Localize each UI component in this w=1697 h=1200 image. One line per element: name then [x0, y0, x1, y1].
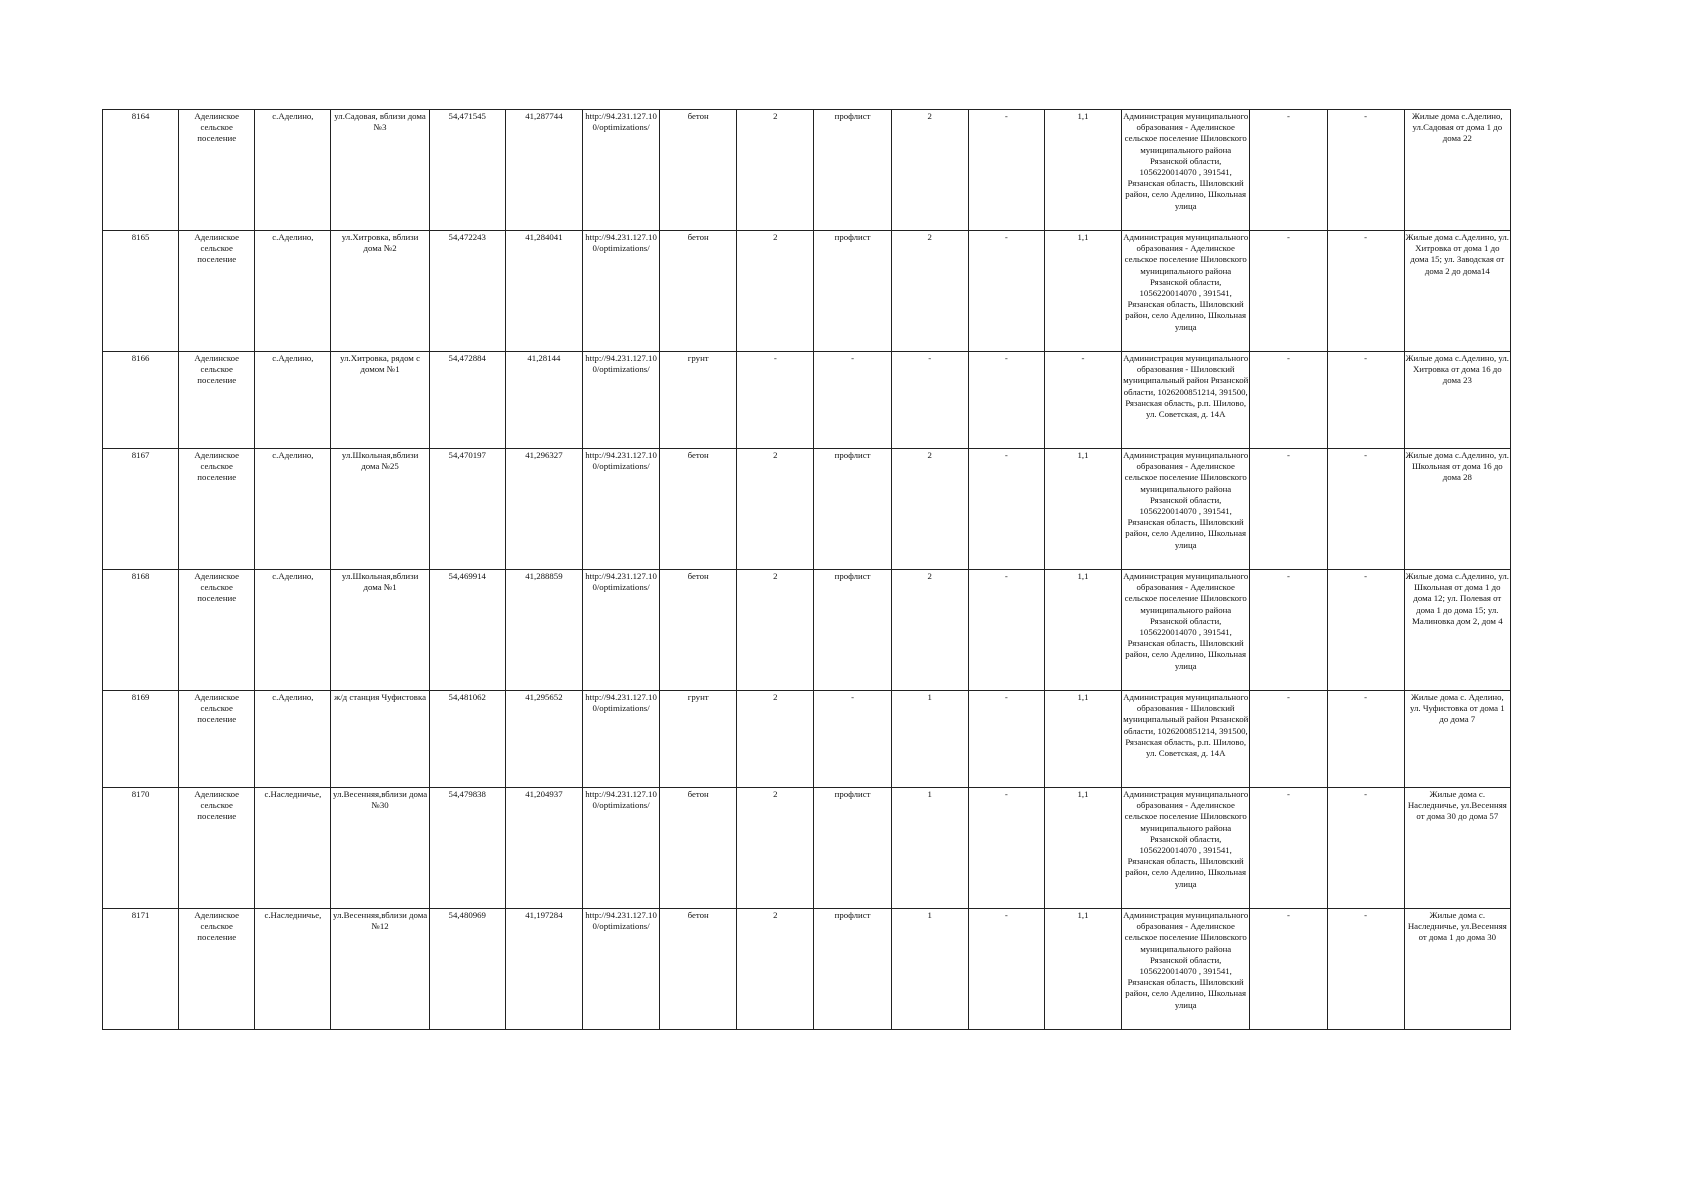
containers-cell: 1 [891, 691, 968, 788]
fence-cell: профлист [814, 570, 891, 691]
volume-cell: 1,1 [1044, 449, 1121, 570]
longitude-cell: 41,295652 [505, 691, 582, 788]
locality-cell: с.Аделино, [255, 352, 331, 449]
extra-cell-b: - [1327, 691, 1404, 788]
containers-cell: 1 [891, 909, 968, 1030]
planned-containers-cell: - [968, 110, 1044, 231]
map-link-cell[interactable]: http://94.231.127.10 0/optimizations/ [582, 909, 659, 1030]
served-buildings-cell: Жилые дома с.Аделино, ул. Школьная от дома 1 до дома 12; ул. Полевая от дома 1 до дома 15; ул. Малиновка дом 2, дом 4 [1404, 570, 1510, 691]
fence-cell: профлист [814, 231, 891, 352]
served-buildings-cell: Жилые дома с.Аделино, ул. Школьная от дома 16 до дома 28 [1404, 449, 1510, 570]
settlement-cell: Аделинское сельское поселение [179, 909, 255, 1030]
locality-cell: с.Аделино, [255, 110, 331, 231]
surface-cell: бетон [660, 909, 737, 1030]
address-cell: ул.Весенняя,вблизи дома №30 [331, 788, 429, 909]
longitude-cell: 41,296327 [505, 449, 582, 570]
table-row [103, 352, 1511, 449]
site-id-cell: 8166 [103, 352, 179, 449]
settlement-cell: Аделинское сельское поселение [179, 231, 255, 352]
map-link-cell[interactable]: http://94.231.127.10 0/optimizations/ [582, 110, 659, 231]
owner-cell: Администрация муниципального образования - Аделинское сельское поселение Шиловского муниципального района Рязанской области, 1056220014070 , 391541, Рязанская область, Шиловский район, село Аделино, Школьная улица [1122, 231, 1250, 352]
latitude-cell: 54,480969 [429, 909, 505, 1030]
volume-cell: 1,1 [1044, 570, 1121, 691]
extra-cell-b: - [1327, 352, 1404, 449]
containers-cell: - [891, 352, 968, 449]
settlement-cell: Аделинское сельское поселение [179, 449, 255, 570]
site-id-cell: 8164 [103, 110, 179, 231]
longitude-cell: 41,287744 [505, 110, 582, 231]
longitude-cell: 41,204937 [505, 788, 582, 909]
table-row [103, 449, 1511, 570]
fence-cell: профлист [814, 788, 891, 909]
waste-sites-table [102, 109, 1511, 1030]
address-cell: ул.Школьная,вблизи дома №1 [331, 570, 429, 691]
owner-cell: Администрация муниципального образования - Шиловский муниципальный район Рязанской области, 1026200851214, 391500, Рязанская область, р.п. Шилово, ул. Советская, д. 14А [1122, 691, 1250, 788]
fence-cell: - [814, 691, 891, 788]
locality-cell: с.Наследничье, [255, 788, 331, 909]
owner-cell: Администрация муниципального образования - Аделинское сельское поселение Шиловского муниципального района Рязанской области, 1056220014070 , 391541, Рязанская область, Шиловский район, село Аделино, Школьная улица [1122, 449, 1250, 570]
surface-cell: бетон [660, 570, 737, 691]
table-row [103, 110, 1511, 231]
containers-cell: 2 [891, 110, 968, 231]
owner-cell: Администрация муниципального образования - Аделинское сельское поселение Шиловского муниципального района Рязанской области, 1056220014070 , 391541, Рязанская область, Шиловский район, село Аделино, Школьная улица [1122, 788, 1250, 909]
site-id-cell: 8171 [103, 909, 179, 1030]
address-cell: ул.Хитровка, рядом с домом №1 [331, 352, 429, 449]
site-id-cell: 8170 [103, 788, 179, 909]
locality-cell: с.Аделино, [255, 570, 331, 691]
extra-cell-b: - [1327, 570, 1404, 691]
extra-cell-a: - [1250, 788, 1327, 909]
site-id-cell: 8167 [103, 449, 179, 570]
address-cell: ул.Хитровка, вблизи дома №2 [331, 231, 429, 352]
fence-cell: профлист [814, 909, 891, 1030]
surface-cell: грунт [660, 352, 737, 449]
planned-containers-cell: - [968, 691, 1044, 788]
extra-cell-b: - [1327, 231, 1404, 352]
served-buildings-cell: Жилые дома с. Аделино, ул. Чуфистовка от дома 1 до дома 7 [1404, 691, 1510, 788]
planned-containers-cell: - [968, 231, 1044, 352]
containers-cell: 1 [891, 788, 968, 909]
served-buildings-cell: Жилые дома с.Аделино, ул. Хитровка от дома 16 до дома 23 [1404, 352, 1510, 449]
surface-cell: бетон [660, 231, 737, 352]
latitude-cell: 54,472884 [429, 352, 505, 449]
latitude-cell: 54,481062 [429, 691, 505, 788]
extra-cell-a: - [1250, 352, 1327, 449]
volume-cell: 1,1 [1044, 909, 1121, 1030]
planned-containers-cell: - [968, 352, 1044, 449]
fence-cell: профлист [814, 110, 891, 231]
table-row [103, 788, 1511, 909]
extra-cell-b: - [1327, 449, 1404, 570]
served-buildings-cell: Жилые дома с. Наследничье, ул.Весенняя от дома 1 до дома 30 [1404, 909, 1510, 1030]
longitude-cell: 41,197284 [505, 909, 582, 1030]
served-buildings-cell: Жилые дома с.Аделино, ул.Садовая от дома 1 до дома 22 [1404, 110, 1510, 231]
extra-cell-a: - [1250, 231, 1327, 352]
address-cell: ул.Школьная,вблизи дома №25 [331, 449, 429, 570]
map-link-cell[interactable]: http://94.231.127.10 0/optimizations/ [582, 691, 659, 788]
table-row [103, 691, 1511, 788]
surface-cell: бетон [660, 449, 737, 570]
latitude-cell: 54,479838 [429, 788, 505, 909]
owner-cell: Администрация муниципального образования - Шиловский муниципальный район Рязанской области, 1026200851214, 391500, Рязанская область, р.п. Шилово, ул. Советская, д. 14А [1122, 352, 1250, 449]
area-cell: 2 [737, 231, 814, 352]
locality-cell: с.Аделино, [255, 231, 331, 352]
extra-cell-b: - [1327, 110, 1404, 231]
locality-cell: с.Наследничье, [255, 909, 331, 1030]
fence-cell: профлист [814, 449, 891, 570]
longitude-cell: 41,284041 [505, 231, 582, 352]
volume-cell: 1,1 [1044, 110, 1121, 231]
site-id-cell: 8169 [103, 691, 179, 788]
surface-cell: бетон [660, 110, 737, 231]
map-link-cell[interactable]: http://94.231.127.10 0/optimizations/ [582, 449, 659, 570]
locality-cell: с.Аделино, [255, 449, 331, 570]
containers-cell: 2 [891, 570, 968, 691]
extra-cell-a: - [1250, 449, 1327, 570]
settlement-cell: Аделинское сельское поселение [179, 110, 255, 231]
address-cell: ул.Садовая, вблизи дома №3 [331, 110, 429, 231]
table-row [103, 909, 1511, 1030]
map-link-cell[interactable]: http://94.231.127.10 0/optimizations/ [582, 231, 659, 352]
table-row [103, 231, 1511, 352]
extra-cell-a: - [1250, 110, 1327, 231]
settlement-cell: Аделинское сельское поселение [179, 352, 255, 449]
map-link-cell[interactable]: http://94.231.127.10 0/optimizations/ [582, 570, 659, 691]
address-cell: ж/д станция Чуфистовка [331, 691, 429, 788]
extra-cell-a: - [1250, 691, 1327, 788]
settlement-cell: Аделинское сельское поселение [179, 570, 255, 691]
area-cell: 2 [737, 449, 814, 570]
table-row [103, 570, 1511, 691]
extra-cell-a: - [1250, 909, 1327, 1030]
settlement-cell: Аделинское сельское поселение [179, 788, 255, 909]
served-buildings-cell: Жилые дома с.Аделино, ул. Хитровка от дома 1 до дома 15; ул. Заводская от дома 2 до дома14 [1404, 231, 1510, 352]
map-link-cell[interactable]: http://94.231.127.10 0/optimizations/ [582, 352, 659, 449]
owner-cell: Администрация муниципального образования - Аделинское сельское поселение Шиловского муниципального района Рязанской области, 1056220014070 , 391541, Рязанская область, Шиловский район, село Аделино, Школьная улица [1122, 110, 1250, 231]
longitude-cell: 41,28144 [505, 352, 582, 449]
site-id-cell: 8165 [103, 231, 179, 352]
area-cell: 2 [737, 909, 814, 1030]
owner-cell: Администрация муниципального образования - Аделинское сельское поселение Шиловского муниципального района Рязанской области, 1056220014070 , 391541, Рязанская область, Шиловский район, село Аделино, Школьная улица [1122, 570, 1250, 691]
latitude-cell: 54,470197 [429, 449, 505, 570]
volume-cell: - [1044, 352, 1121, 449]
containers-cell: 2 [891, 231, 968, 352]
served-buildings-cell: Жилые дома с. Наследничье, ул.Весенняя от дома 30 до дома 57 [1404, 788, 1510, 909]
surface-cell: бетон [660, 788, 737, 909]
planned-containers-cell: - [968, 570, 1044, 691]
latitude-cell: 54,471545 [429, 110, 505, 231]
latitude-cell: 54,472243 [429, 231, 505, 352]
settlement-cell: Аделинское сельское поселение [179, 691, 255, 788]
owner-cell: Администрация муниципального образования - Аделинское сельское поселение Шиловского муниципального района Рязанской области, 1056220014070 , 391541, Рязанская область, Шиловский район, село Аделино, Школьная улица [1122, 909, 1250, 1030]
area-cell: 2 [737, 788, 814, 909]
area-cell: 2 [737, 691, 814, 788]
fence-cell: - [814, 352, 891, 449]
extra-cell-b: - [1327, 788, 1404, 909]
planned-containers-cell: - [968, 449, 1044, 570]
area-cell: 2 [737, 110, 814, 231]
site-id-cell: 8168 [103, 570, 179, 691]
extra-cell-a: - [1250, 570, 1327, 691]
volume-cell: 1,1 [1044, 231, 1121, 352]
containers-cell: 2 [891, 449, 968, 570]
locality-cell: с.Аделино, [255, 691, 331, 788]
area-cell: - [737, 352, 814, 449]
map-link-cell[interactable]: http://94.231.127.10 0/optimizations/ [582, 788, 659, 909]
volume-cell: 1,1 [1044, 788, 1121, 909]
area-cell: 2 [737, 570, 814, 691]
planned-containers-cell: - [968, 909, 1044, 1030]
planned-containers-cell: - [968, 788, 1044, 909]
extra-cell-b: - [1327, 909, 1404, 1030]
latitude-cell: 54,469914 [429, 570, 505, 691]
address-cell: ул.Весенняя,вблизи дома №12 [331, 909, 429, 1030]
surface-cell: грунт [660, 691, 737, 788]
longitude-cell: 41,288859 [505, 570, 582, 691]
volume-cell: 1,1 [1044, 691, 1121, 788]
